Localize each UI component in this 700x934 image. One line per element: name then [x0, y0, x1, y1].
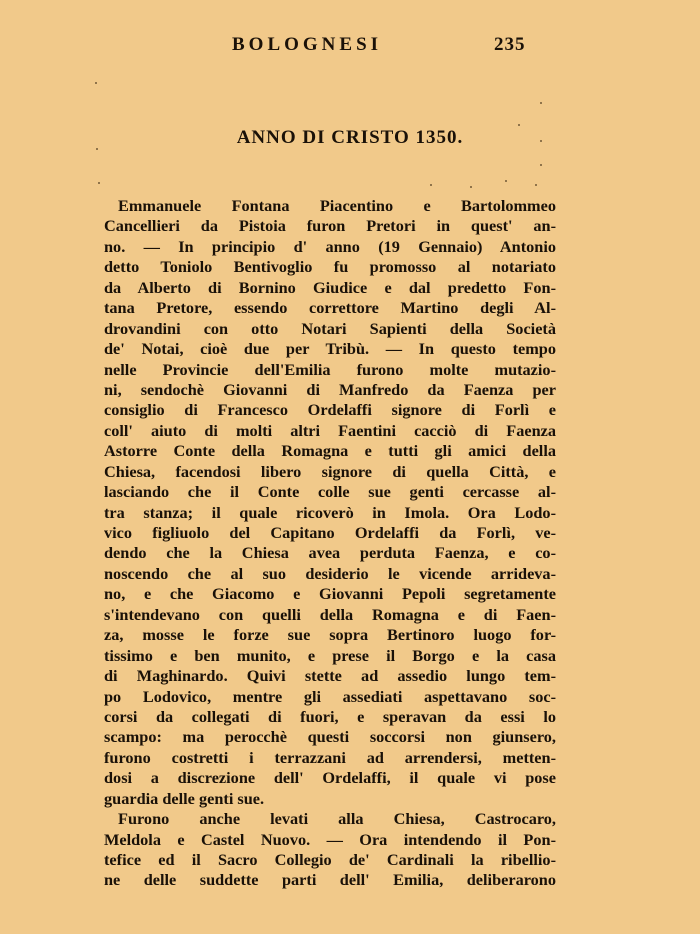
text-line: Meldola e Castel Nuovo. — Ora intendendo il Pon- — [104, 829, 556, 849]
text-line: Chiesa, facendosi libero signore di quella Città, e — [104, 461, 556, 481]
print-speck — [540, 164, 542, 166]
running-title: BOLOGNESI — [232, 34, 383, 55]
text-line: Emmanuele Fontana Piacentino e Bartolommeo — [118, 196, 556, 215]
text-line: vico figliuolo del Capitano Ordelaffi da Forlì, ve- — [104, 523, 556, 542]
text-line: da Alberto di Bornino Giudice e dal predetto Fon- — [104, 277, 556, 297]
text-line: de' Notai, cioè due per Tribù. — In questo tempo — [104, 339, 556, 359]
text-line: za, mosse le forze sue sopra Bertinoro luogo for- — [104, 625, 556, 645]
text-line: coll' aiuto di molti altri Faentini cacciò di Faenza — [104, 420, 556, 440]
print-speck — [505, 180, 507, 182]
print-speck — [95, 82, 97, 84]
text-line: nelle Provincie dell'Emilia furono molte mutazio- — [104, 359, 556, 379]
text-line: Astorre Conte della Romagna e tutti gli amici della — [104, 441, 556, 461]
text-line: Cancellieri da Pistoia furon Pretori in quest' an- — [104, 216, 556, 236]
text-line: Furono anche levati alla Chiesa, Castrocaro, — [118, 809, 556, 829]
text-line: di Maghinardo. Quivi stette ad assedio lungo tem- — [104, 666, 556, 686]
print-speck — [470, 186, 472, 188]
print-speck — [96, 148, 98, 150]
print-speck — [430, 184, 432, 186]
text-line: scampo: ma perocchè questi soccorsi non giunsero, — [104, 727, 556, 747]
running-head — [0, 34, 700, 58]
text-line: dosi a discrezione dell' Ordelaffi, il quale vi pose — [104, 768, 556, 788]
print-speck — [535, 184, 537, 186]
text-line: tra stanza; il quale ricoverò in Imola. Ora Lodo- — [104, 502, 556, 522]
text-line: detto Toniolo Bentivoglio fu promosso al notariato — [104, 257, 556, 277]
text-line: noscendo che al suo desiderio le vicende arrideva- — [104, 563, 556, 583]
text-line: consiglio di Francesco Ordelaffi signore di Forlì e — [104, 400, 556, 420]
text-line: furono costretti i terrazzani ad arrendersi, metten- — [104, 747, 556, 767]
text-line: lasciando che il Conte colle sue genti cercasse al- — [104, 482, 556, 502]
text-line: po Lodovico, mentre gli assediati aspettavano soc- — [104, 686, 556, 706]
text-line: dendo che la Chiesa avea perduta Faenza, e co- — [104, 543, 556, 563]
section-title: ANNO DI CRISTO 1350. — [236, 127, 464, 148]
page-number: 235 — [494, 34, 526, 55]
text-line: tefice ed il Sacro Collegio de' Cardinali la ribellio- — [104, 850, 556, 869]
text-line: drovandini con otto Notari Sapienti della Società — [104, 318, 556, 338]
print-speck — [540, 102, 542, 104]
text-line: s'intendevano con quelli della Romagna e di Faen- — [104, 604, 556, 624]
text-line: ni, sendochè Giovanni di Manfredo da Faenza per — [104, 379, 556, 399]
text-line: tana Pretore, essendo correttore Martino degli Al- — [104, 298, 556, 318]
text-line: guardia delle genti sue. — [104, 788, 265, 808]
print-speck — [518, 124, 520, 126]
print-speck — [98, 182, 100, 184]
print-speck — [540, 140, 542, 142]
text-line: no, e che Giacomo e Giovanni Pepoli segretamente — [104, 584, 556, 604]
text-line: ne delle suddette parti dell' Emilia, deliberarono — [104, 870, 556, 890]
text-line: corsi da collegati di fuori, e speravan da essi lo — [104, 706, 556, 726]
text-line: no. — In principio d' anno (19 Gennaio) Antonio — [104, 236, 556, 256]
body-text — [104, 196, 556, 891]
text-line: tissimo e ben munito, e prese il Borgo e la casa — [104, 645, 556, 665]
